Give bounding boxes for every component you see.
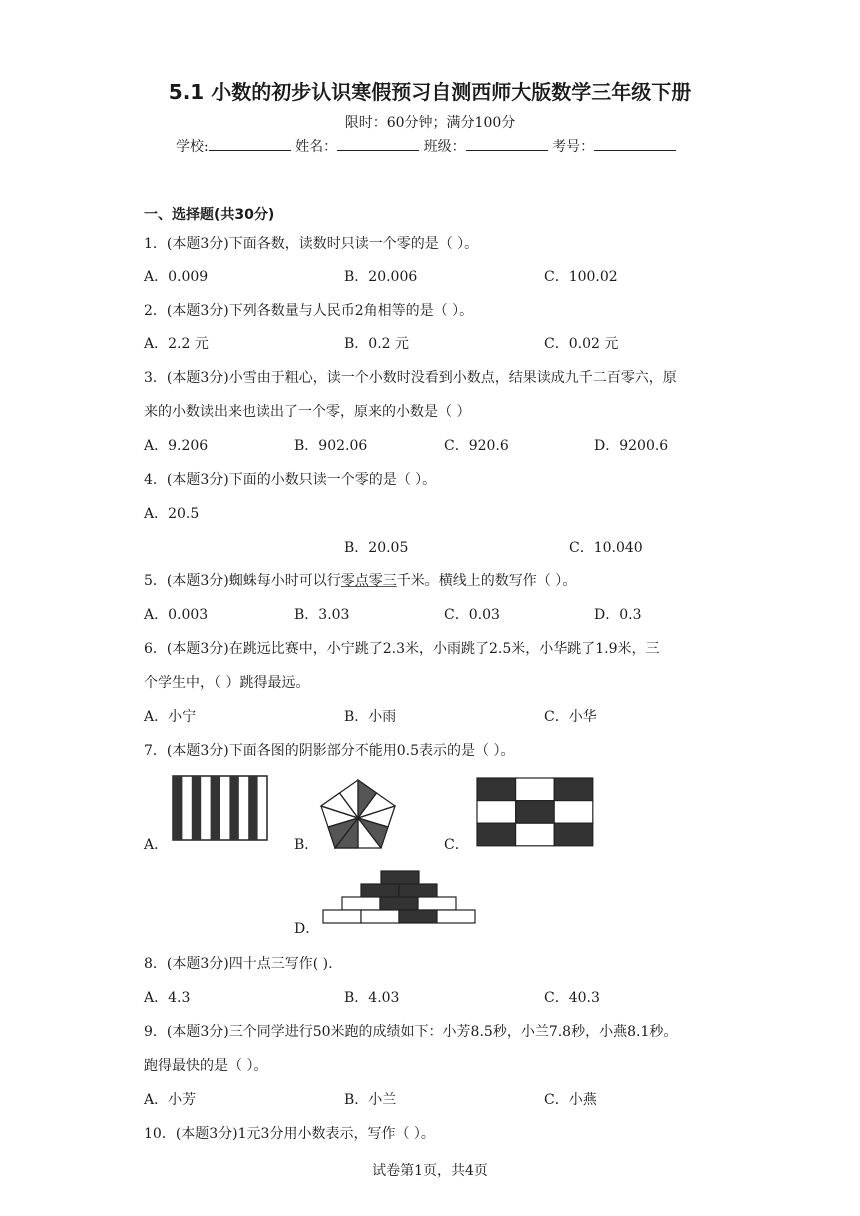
q5-stem-start: 5．(本题3分)蜘蛛每小时可以行 [144,573,341,589]
figure-d-brick-pyramid [322,870,476,928]
question-2-stem: 2．(本题3分)下列各数量与人民币2角相等的是（ ）。 [144,303,474,319]
exam-number-blank [594,137,676,151]
q2-option-c: C．0.02 元 [544,336,619,352]
q1-option-a: A．0.009 [144,269,209,285]
school-blank [209,137,291,151]
q6-option-b: B．小雨 [344,709,397,725]
class-blank [466,137,548,151]
q8-option-c: C．40.3 [544,990,600,1006]
q3-option-c: C．920.6 [444,438,509,454]
q2-option-a: A．2.2 元 [144,336,209,352]
q8-option-a: A．4.3 [144,990,191,1006]
exam-number-label: 考号： [552,139,595,155]
question-9-stem-line1: 9．(本题3分)三个同学进行50米跑的成绩如下：小芳8.5秒，小兰7.8秒，小燕8.1秒。 [144,1024,678,1040]
figure-c-checkerboard [476,777,594,847]
q7-option-c: C． [444,837,469,853]
q6-option-a: A．小宁 [144,709,197,725]
figure-a-striped-rectangle [172,775,268,841]
question-8-stem: 8．(本题3分)四十点三写作( ). [144,956,333,972]
q9-option-b: B．小兰 [344,1092,397,1108]
question-5-stem [144,570,576,590]
student-info-row [176,136,676,156]
question-9-stem-line2: 跑得最快的是（ ）。 [144,1058,268,1074]
q5-option-a: A．0.003 [144,607,209,623]
q5-stem-end: 千米。横线上的数写作（ ）。 [396,573,577,589]
page-title: 5.1 小数的初步认识寒假预习自测西师大版数学三年级下册 [168,80,692,104]
name-blank [337,137,419,151]
q4-option-c: C．10.040 [569,540,643,556]
q1-option-b: B．20.006 [344,269,418,285]
question-3-stem-line1: 3．(本题3分)小雪由于粗心，读一个小数时没看到小数点，结果读成九千二百零六，原 [144,370,677,386]
school-label: 学校: [176,139,209,155]
q7-option-a: A． [144,837,169,853]
q4-option-a: A．20.5 [144,506,200,522]
question-10-stem: 10．(本题3分)1元3分用小数表示，写作（ ）。 [144,1126,435,1142]
q7-option-d: D． [294,921,320,937]
q1-option-c: C．100.02 [544,269,618,285]
figure-b-pentagon [318,778,398,850]
q8-option-b: B．4.03 [344,990,400,1006]
question-4-stem: 4．(本题3分)下面的小数只读一个零的是（ ）。 [144,472,437,488]
question-6-stem-line1: 6．(本题3分)在跳远比赛中，小宁跳了2.3米，小雨跳了2.5米，小华跳了1.9米，三 [144,641,660,657]
q7-option-b: B． [294,837,319,853]
q9-option-a: A．小芳 [144,1092,197,1108]
question-1-stem: 1．(本题3分)下面各数，读数时只读一个零的是（ ）。 [144,236,479,252]
page-footer: 试卷第1页，共4页 [372,1163,488,1179]
q3-option-d: D．9200.6 [594,438,669,454]
class-label: 班级： [423,139,466,155]
question-6-stem-line2: 个学生中，（ ）跳得最远。 [144,675,310,691]
question-3-stem-line2: 来的小数读出来也读出了一个零，原来的小数是（ ） [144,404,471,420]
q3-option-a: A．9.206 [144,438,209,454]
exam-limits: 限时：60分钟；满分100分 [344,115,516,131]
q6-option-c: C．小华 [544,709,597,725]
question-7-stem: 7．(本题3分)下面各图的阴影部分不能用0.5表示的是（ ）。 [144,743,515,759]
q5-underlined-number: 零点零三 [340,573,397,589]
q2-option-b: B．0.2 元 [344,336,410,352]
q5-option-c: C．0.03 [444,607,500,623]
q5-option-b: B．3.03 [294,607,350,623]
name-label: 姓名： [295,139,338,155]
section-heading: 一、选择题(共30分) [144,207,275,223]
q9-option-c: C．小燕 [544,1092,597,1108]
q5-option-d: D．0.3 [594,607,642,623]
q3-option-b: B．902.06 [294,438,368,454]
q4-option-b: B．20.05 [344,540,409,556]
